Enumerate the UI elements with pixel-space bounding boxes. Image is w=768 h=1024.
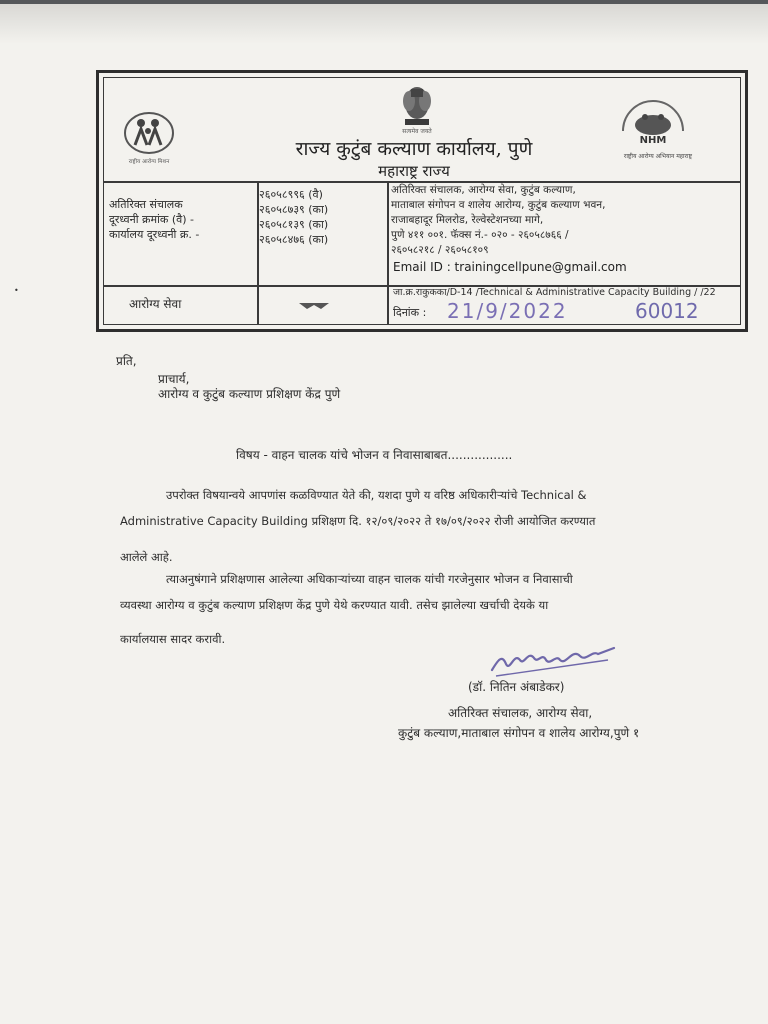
signatory-office: कुटुंब कल्याण,माताबाल संगोपन व शालेय आरोग्य,पुणे १ [398,726,640,740]
phone-number: २६०५८९९६ (वै) [259,188,323,201]
margin-mark: • [14,286,19,295]
handwritten-number: 60012 [635,299,699,323]
address-line: माताबाल संगोपन व शालेय आरोग्य, कुटुंब कल्याण भवन, [391,199,606,211]
signatory-designation: अतिरिक्त संचालक, आरोग्य सेवा, [448,706,593,720]
paragraph-2-line: त्याअनुषंगाने प्रशिक्षणास आलेल्या अधिकाऱ्यांच्या वाहन चालक यांची गरजेनुसार भोजन व निवासाची [166,572,573,586]
subject-line: विषय - वाहन चालक यांचे भोजन व निवासाबाबत................. [236,448,513,462]
contact-label: अतिरिक्त संचालक [109,198,183,211]
nhm-logo-icon [617,97,689,157]
emblem-caption: सत्यमेव जयते [402,128,432,135]
paragraph-1-line: Administrative Capacity Building प्रशिक्षण दि. १२/०९/२०२२ ते १७/०९/२०२२ रोजी आयोजित करण्यात [120,514,596,528]
date-label: दिनांक : [393,306,427,319]
contact-label: कार्यालय दूरध्वनी क्र. - [109,228,200,241]
department-label: आरोग्य सेवा [129,297,182,311]
address-line: २६०५८२१८ / २६०५८१०९ [391,244,489,256]
signatory-name: (डॉ. नितिन अंबाडेकर) [468,680,565,694]
to-label: प्रति, [116,354,137,368]
contact-labels [109,197,259,242]
office-address [391,183,743,258]
address-line: अतिरिक्त संचालक, आरोग्य सेवा, कुटुंब कल्याण, [391,184,576,196]
address-line: पुणे ४११ ००१. फॅक्स नं.- ०२० - २६०५८७६६ / [391,229,569,241]
phone-number: २६०५८७३९ (का) [259,203,329,216]
ashoka-emblem-icon [397,81,437,131]
scan-shadow [0,4,768,44]
handwritten-date: 21/9/2022 [447,299,568,323]
family-welfare-logo-icon [121,103,177,159]
recipient-title: प्राचार्य, [158,372,190,386]
handwritten-signature [488,630,618,680]
contact-label: दूरध्वनी क्रमांक (वै) - [109,213,195,226]
right-logo-caption: राष्ट्रीय आरोग्य अभियान महाराष्ट्र [623,153,693,160]
letterhead [96,70,748,332]
office-title: राज्य कुटुंब कल्याण कार्यालय, पुणे [295,138,533,160]
paragraph-1-line: उपरोक्त विषयान्वये आपणांस कळविण्यात येते की, यशदा पुणे य वरिष्ठ अधिकारीऱ्यांचे Technical & [166,488,587,502]
state-title: महाराष्ट्र राज्य [378,162,450,180]
paragraph-1-line: आलेले आहे. [120,550,173,564]
recipient-org: आरोग्य व कुटुंब कल्याण प्रशिक्षण केंद्र पुणे [158,387,341,401]
ornament-icon [299,299,329,311]
paragraph-2-line: व्यवस्था आरोग्य व कुटुंब कल्याण प्रशिक्षण केंद्र पुणे येथे करण्यात यावी. तसेच झालेल्या खर्चाची देयके या [120,598,549,612]
left-logo-caption: राष्ट्रीय आरोग्य मिशन [128,159,170,165]
address-line: राजाबहादूर मिलरोड, रेल्वेस्टेशनच्या मागे, [391,214,544,226]
nhm-logo-text: NHM [639,135,667,146]
email-id: Email ID : trainingcellpune@gmail.com [393,260,627,274]
phone-number: २६०५८१३९ (का) [259,218,329,231]
phone-number: २६०५८४७६ (का) [259,233,329,246]
reference-number: जा.क्र.राकुकका/D-14 /Technical & Administrative Capacity Building / /22 [393,287,716,298]
paragraph-2-line: कार्यालयास सादर करावी. [120,632,226,646]
phone-numbers [259,187,389,247]
